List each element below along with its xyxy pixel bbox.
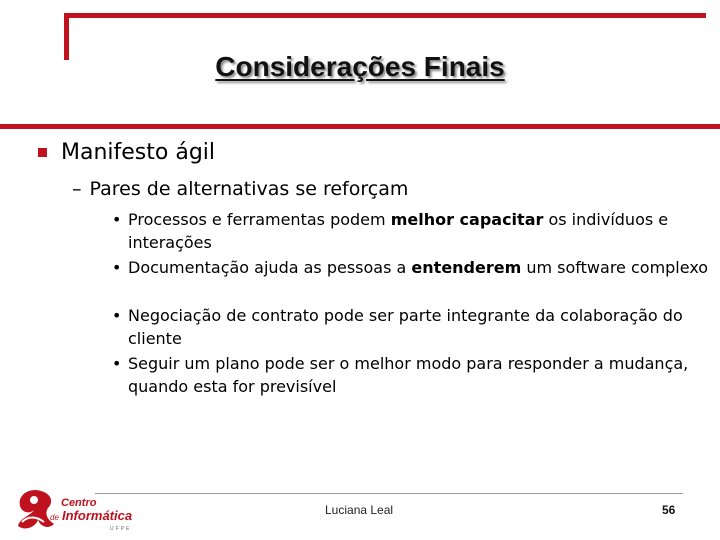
bullet-level3-item (112, 352, 712, 398)
square-bullet-icon (38, 148, 47, 157)
dot-bullet-icon: • (112, 210, 122, 229)
logo-mark-icon (18, 490, 54, 528)
bullet-text-part: Documentação ajuda as pessoas a (128, 258, 412, 277)
logo-text-prefix: de (50, 513, 59, 522)
footer-author: Luciana Leal (325, 503, 394, 517)
bullet-text-part: Negociação de contrato pode ser parte integrante da colaboração do cliente (128, 306, 683, 348)
bullet-text-bold: entenderem (411, 258, 522, 277)
logo-text-line3: UFPE (110, 526, 132, 532)
bullet-text-part: os indivíduos e interações (128, 210, 669, 252)
logo-text-line2: Informática (62, 508, 133, 523)
bullet-text (128, 208, 712, 254)
bullet-text-part: um software complexo (521, 258, 709, 277)
bullet-text (128, 304, 712, 350)
page-number: 56 (662, 503, 676, 517)
dot-bullet-icon: • (112, 354, 122, 373)
decorative-bar-divider (0, 124, 720, 129)
dot-bullet-icon: • (112, 258, 122, 277)
bullet-text-bold: melhor capacitar (390, 210, 544, 229)
bullet-level3-item (112, 256, 712, 279)
bullet-text-part: Processos e ferramentas podem (128, 210, 391, 229)
decorative-bar-vertical (64, 13, 69, 60)
bullet-level2-text: Pares de alternativas se reforçam (89, 178, 409, 200)
bullet-level3-item (112, 208, 712, 254)
bullet-level1-text: Manifesto ágil (61, 140, 216, 165)
footer-divider (95, 493, 683, 494)
bullet-text-part: Seguir um plano pode ser o melhor modo para responder a mudança, quando esta for previsível (128, 354, 689, 396)
bullet-text (128, 256, 712, 279)
slide-title: Considerações Finais (215, 51, 505, 82)
dot-bullet-icon: • (112, 306, 122, 325)
bullet-level1 (38, 140, 215, 165)
dash-bullet-icon: – (72, 178, 82, 200)
decorative-bar-top (64, 13, 706, 18)
bullet-level2 (72, 178, 408, 200)
bullet-level3-item (112, 304, 712, 350)
logo-text-line1: Centro (61, 497, 97, 509)
bullet-text (128, 352, 712, 398)
